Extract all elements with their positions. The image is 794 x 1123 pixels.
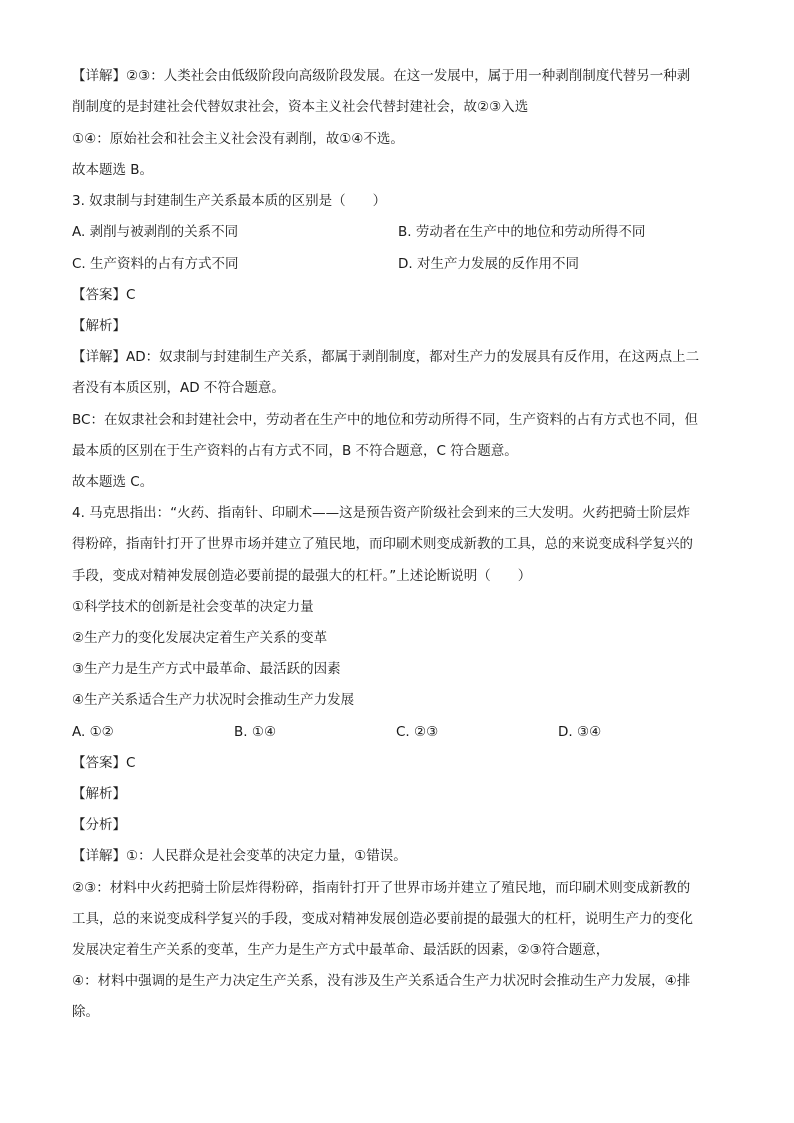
text-line: 者没有本质区别，AD 不符合题意。	[72, 380, 285, 396]
analysis-label: 【解析】	[72, 318, 126, 334]
answer-label: 【答案】C	[72, 755, 136, 771]
text-line: 故本题选 C。	[72, 474, 154, 490]
text-line: ②③：材料中火药把骑士阶层炸得粉碎，指南针打开了世界市场并建立了殖民地，而印刷术则变成新教的	[72, 880, 691, 896]
text-line: ①④：原始社会和社会主义社会没有剥削，故①④不选。	[72, 131, 404, 147]
text-line: 发展决定着生产关系的变革，生产力是生产方式中最革命、最活跃的因素，②③符合题意，	[72, 942, 610, 958]
q3-option-b: B. 劳动者在生产中的地位和劳动所得不同	[398, 224, 646, 240]
answer-label: 【答案】C	[72, 287, 136, 303]
q3-option-c: C. 生产资料的占有方式不同	[72, 256, 239, 272]
statement-1: ①科学技术的创新是社会变革的决定力量	[72, 599, 314, 615]
analysis-section-label: 【分析】	[72, 817, 126, 833]
text-line: ④：材料中强调的是生产力决定生产关系，没有涉及生产关系适合生产力状况时会推动生产力发展，④排	[72, 973, 691, 989]
q4-option-d: D. ③④	[558, 724, 602, 740]
q4-option-b: B. ①④	[234, 724, 277, 740]
text-line: 最本质的区别在于生产资料的占有方式不同，B 不符合题意，C 符合题意。	[72, 443, 518, 459]
question-4-stem: 4. 马克思指出：“火药、指南针、印刷术——这是预告资产阶级社会到来的三大发明。火药把骑士阶层炸	[72, 505, 691, 521]
statement-2: ②生产力的变化发展决定着生产关系的变革	[72, 630, 328, 646]
text-line: 削制度的是封建社会代替奴隶社会，资本主义社会代替封建社会，故②③入选	[72, 99, 529, 115]
text-line: 工具，总的来说变成科学复兴的手段，变成对精神发展创造必要前提的最强大的杠杆，说明生产力的变化	[72, 911, 693, 927]
statement-4: ④生产关系适合生产力状况时会推动生产力发展	[72, 692, 355, 708]
q3-option-a: A. 剥削与被剥削的关系不同	[72, 224, 239, 240]
analysis-label: 【解析】	[72, 786, 126, 802]
text-line: 手段，变成对精神发展创造必要前提的最强大的杠杆。”上述论断说明（ ）	[72, 568, 532, 584]
q4-option-c: C. ②③	[396, 724, 439, 740]
question-3-stem: 3. 奴隶制与封建制生产关系最本质的区别是（ ）	[72, 193, 387, 209]
text-line: 【详解】AD：奴隶制与封建制生产关系，都属于剥削制度，都对生产力的发展具有反作用，在这两点上二	[72, 349, 700, 365]
text-line: 【详解】②③：人类社会由低级阶段向高级阶段发展。在这一发展中，属于用一种剥削制度代替另一种剥	[72, 68, 691, 84]
text-line: 【详解】①：人民群众是社会变革的决定力量，①错误。	[72, 848, 407, 864]
q3-option-d: D. 对生产力发展的反作用不同	[398, 256, 579, 272]
text-line: BC：在奴隶社会和封建社会中，劳动者在生产中的地位和劳动所得不同，生产资料的占有方式也不同，但	[72, 412, 698, 428]
text-line: 除。	[72, 1004, 99, 1020]
text-line: 故本题选 B。	[72, 162, 154, 178]
q4-option-a: A. ①②	[72, 724, 114, 740]
statement-3: ③生产力是生产方式中最革命、最活跃的因素	[72, 661, 341, 677]
text-line: 得粉碎，指南针打开了世界市场并建立了殖民地，而印刷术则变成新教的工具，总的来说变成科学复兴的	[72, 536, 693, 552]
